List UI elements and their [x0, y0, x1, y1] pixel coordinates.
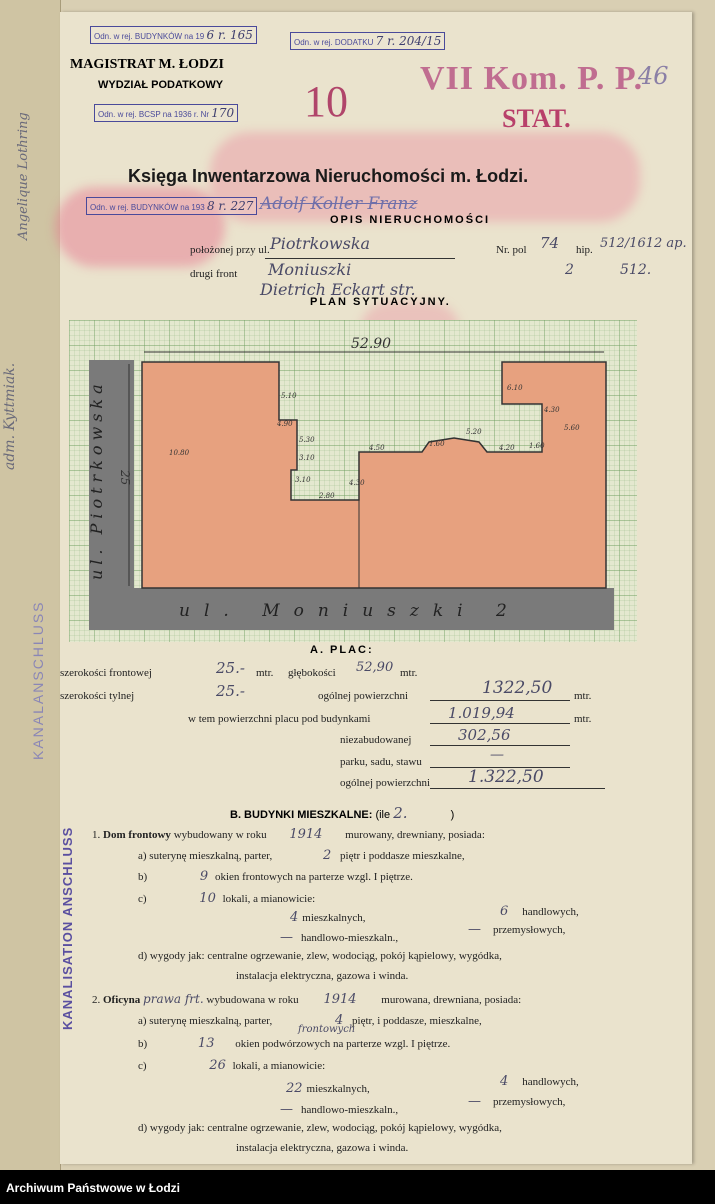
b1-a-text2: piętr i poddasze mieszkalne, — [340, 850, 465, 862]
b1-title: Dom frontowy — [103, 829, 171, 841]
b2-b-text: okien podwórzowych na parterze wzgl. I piętrze. — [235, 1038, 451, 1050]
pod-budynkami-label: w tem powierzchni placu pod budynkami — [188, 713, 371, 725]
dim-left: 25 — [118, 470, 132, 486]
street-2: Moniuszki — [268, 260, 352, 279]
dim-label: 1.60 — [529, 442, 545, 450]
register-stamp: Odn. w rej. BCSP na 1936 r. Nr 170 — [94, 104, 238, 122]
b1-mieszk-label: mieszkalnych, — [302, 912, 366, 924]
b1-b-num: 9 — [199, 869, 209, 884]
document-page — [60, 12, 692, 1164]
niezabudowanej-label: niezabudowanej — [340, 734, 412, 746]
b1-b-row — [138, 869, 413, 884]
page-title: Księga Inwentarzowa Nieruchomości m. Łodzi. — [128, 166, 529, 186]
b1-przem — [468, 922, 565, 937]
tylnej-label: szerokości tylnej — [60, 690, 135, 702]
b2-hm — [280, 1102, 398, 1117]
street-label: położonej przy ul. — [190, 244, 270, 256]
register-stamp: Odn. w rej. BUDYNKÓW na 193 8 r. 227 — [86, 197, 257, 215]
commission-stamp: VII Kom. P. P. — [420, 60, 644, 97]
hip-2: 512. — [620, 262, 652, 278]
ile-value: 2. — [393, 804, 408, 822]
plac-heading: A. PLAC: — [310, 644, 374, 656]
owner-struck: Adolf Koller Franz — [260, 194, 418, 214]
ogolnej-label: ogólnej powierzchni — [318, 690, 409, 702]
niezabudowanej-value: 302,56 — [458, 726, 511, 744]
b2-b-num: 13 — [197, 1036, 215, 1051]
b1-handl-label: handlowych, — [522, 906, 579, 918]
plan-heading: PLAN SYTUACYJNY. — [310, 296, 451, 308]
underline — [430, 788, 605, 789]
register-stamp: Odn. w rej. DODATKU 7 r. 204/15 — [290, 32, 445, 50]
b2-hm-num: — — [280, 1102, 293, 1117]
dim-label: 4.30 — [349, 479, 365, 487]
street-1: Piotrkowska — [270, 234, 371, 253]
b1-line1b: murowany, drewniany, posiada: — [345, 829, 485, 841]
b1-year: 1914 — [289, 827, 323, 842]
big-number-stamp: 10 — [304, 77, 348, 126]
b2-c-row — [138, 1058, 325, 1073]
opis-heading: OPIS NIERUCHOMOŚCI — [330, 214, 491, 226]
b1-mieszk-num: 4 — [290, 910, 299, 925]
b1-c-num: 10 — [199, 891, 216, 906]
site-plan — [69, 320, 637, 642]
underline — [265, 258, 455, 259]
b2-handl-num: 4 — [500, 1074, 509, 1089]
dim-label: 3.10 — [299, 454, 315, 462]
nr-pol-label: Nr. pol — [496, 244, 527, 256]
b1-c-row — [138, 891, 315, 906]
b1-b-label: b) — [138, 871, 148, 883]
dim-label: 5.30 — [299, 436, 315, 444]
b1-handlowych — [500, 904, 579, 919]
b2-c-num: 26 — [209, 1058, 226, 1073]
vertical-stamp-2: KANALANSCHLUSS — [30, 600, 46, 760]
b1-przem-label: przemysłowych, — [493, 924, 566, 936]
b2-year: 1914 — [323, 992, 357, 1007]
ogolnej-value: 1322,50 — [482, 678, 553, 698]
footer-text: Archiwum Państwowe w Łodzi — [6, 1181, 181, 1195]
dim-label: 5.10 — [281, 392, 297, 400]
drugi-front-label: drugi front — [190, 268, 238, 280]
frontowej-value: 25.- — [216, 659, 245, 677]
dim-label: 1.60 — [429, 440, 445, 448]
budynki-heading — [230, 804, 454, 822]
b2-przem-label: przemysłowych, — [493, 1096, 566, 1108]
b2-mieszk-label: mieszkalnych, — [306, 1083, 370, 1095]
b2-num: 2. — [92, 994, 101, 1006]
dim-label: 4.90 — [277, 420, 293, 428]
b1-num: 1. — [92, 829, 101, 841]
register-stamp: Odn. w rej. BUDYNKÓW na 19 6 r. 165 — [90, 26, 257, 44]
b2-a-label: a) — [138, 1015, 147, 1027]
dim-label: 4.30 — [544, 406, 560, 414]
dim-label: 6.10 — [507, 384, 523, 392]
dim-label: 5.60 — [564, 424, 580, 432]
glebokosci-label: głębokości — [288, 667, 336, 679]
underline — [430, 723, 570, 724]
dim-label: 4.20 — [499, 444, 515, 452]
left-margin-strip — [0, 0, 61, 1170]
b2-b-hand: frontowych — [298, 1024, 356, 1035]
frontowej-label: szerokości frontowej — [60, 667, 152, 679]
b1-a-text: suterynę mieszkalną, parter, — [149, 850, 273, 862]
ogolnej2-value: 1.322,50 — [468, 767, 544, 787]
b1-hm-label: handlowo-mieszkaln., — [301, 932, 399, 944]
dim-label: 3.10 — [295, 476, 311, 484]
hip: 512/1612 ap. — [600, 236, 687, 251]
b1-a-label: a) — [138, 850, 147, 862]
b2-handl-label: handlowych, — [522, 1076, 579, 1088]
dim-top: 52.90 — [351, 336, 392, 352]
nr-2: 2 — [565, 262, 574, 278]
budynki-title: B. BUDYNKI MIESZKALNE: — [230, 809, 373, 821]
vertical-stamp-1: KANALISATION ANSCHLUSS — [60, 826, 75, 1030]
street-name-left: ul. Piotrkowska — [87, 379, 106, 580]
unit: mtr. — [400, 667, 418, 679]
dim-label: 4.50 — [369, 444, 385, 452]
b1-a-row — [138, 848, 465, 863]
dim-label: 2.80 — [319, 492, 335, 500]
dim-label: 5.20 — [466, 428, 482, 436]
street-name-bottom: ul. Moniuszki 2 — [179, 601, 521, 621]
b1-d-text: wygody jak: centralne ogrzewanie, zlew, wodociąg, pokój kąpielowy, wygódka, — [149, 950, 502, 962]
archive-footer — [0, 1170, 715, 1204]
b2-c-label: c) — [138, 1060, 147, 1072]
b1-hm — [280, 930, 398, 945]
magistrat-heading: MAGISTRAT M. ŁODZI — [70, 57, 224, 72]
b1-c-label: c) — [138, 893, 147, 905]
building-1-row — [92, 827, 485, 842]
parku-value: — — [490, 747, 504, 763]
unit: mtr. — [574, 713, 592, 725]
parku-label: parku, sadu, stawu — [340, 756, 422, 768]
b2-handlowych — [500, 1074, 579, 1089]
unit: mtr. — [574, 690, 592, 702]
b2-line1b: murowana, drewniana, posiada: — [381, 994, 522, 1006]
b1-d-row — [138, 950, 502, 962]
b1-a-pietr: 2 — [323, 848, 332, 863]
b2-d-text2: instalacja elektryczna, gazowa i winda. — [236, 1142, 409, 1154]
b1-handl-num: 6 — [500, 904, 509, 919]
dim-label: 10.80 — [169, 449, 190, 457]
b1-line1: wybudowany w roku — [173, 829, 267, 841]
b2-d-text: wygody jak: centralne ogrzewanie, zlew, wodociąg, pokój kąpielowy, wygódka, — [149, 1122, 502, 1134]
tylnej-value: 25.- — [216, 682, 245, 700]
margin-handwriting-1: adm. Kyttmiak. — [2, 362, 18, 470]
b1-d-text2: instalacja elektryczna, gazowa i winda. — [236, 970, 409, 982]
hip-label: hip. — [576, 244, 593, 256]
ile-close: ) — [450, 809, 455, 821]
unit: mtr. — [256, 667, 274, 679]
b2-przem-num: — — [468, 1094, 481, 1109]
b2-przem — [468, 1094, 565, 1109]
owner-2: Dietrich Eckart str. — [260, 280, 416, 299]
ogolnej2-label: ogólnej powierzchni — [340, 777, 431, 789]
wydzial-heading: WYDZIAŁ PODATKOWY — [98, 79, 224, 91]
stat-stamp: STAT. — [502, 104, 571, 133]
b2-a-pietr: 4 — [335, 1013, 344, 1028]
b1-c-text: lokali, a mianowicie: — [222, 893, 316, 905]
b2-hm-label: handlowo-mieszkaln., — [301, 1104, 399, 1116]
b2-line1: wybudowana w roku — [206, 994, 299, 1006]
b2-a-text2: piętr, i poddasze, mieszkalne, — [352, 1015, 482, 1027]
b2-c-text: lokali, a mianowicie: — [232, 1060, 326, 1072]
underline — [430, 700, 570, 701]
b2-d-row — [138, 1122, 502, 1134]
margin-handwriting-2: Angelique Lothring — [16, 112, 31, 240]
b2-hand-title: prawa frt. — [143, 992, 204, 1006]
b1-mieszkalnych — [290, 910, 366, 925]
building-2-row — [92, 992, 521, 1007]
b2-title: Oficyna — [103, 994, 141, 1006]
underline — [430, 745, 570, 746]
b1-d-label: d) — [138, 950, 148, 962]
b1-przem-num: — — [468, 922, 481, 937]
b2-mieszkalnych — [286, 1081, 370, 1096]
b2-a-text: suterynę mieszkalną, parter, — [149, 1015, 273, 1027]
corner-number: 46 — [638, 62, 669, 90]
b2-b-label: b) — [138, 1038, 148, 1050]
nr-pol: 74 — [540, 234, 560, 252]
b2-d-label: d) — [138, 1122, 148, 1134]
b1-b-text: okien frontowych na parterze wzgl. I piętrze. — [214, 871, 413, 883]
b2-mieszk-num: 22 — [286, 1081, 303, 1096]
b2-b-row — [138, 1036, 450, 1051]
pod-budynkami-value: 1.019,94 — [448, 704, 515, 722]
glebokosci-value: 52,90 — [356, 660, 394, 675]
b1-hm-num: — — [280, 930, 293, 945]
ile-label: (ile — [375, 809, 391, 821]
